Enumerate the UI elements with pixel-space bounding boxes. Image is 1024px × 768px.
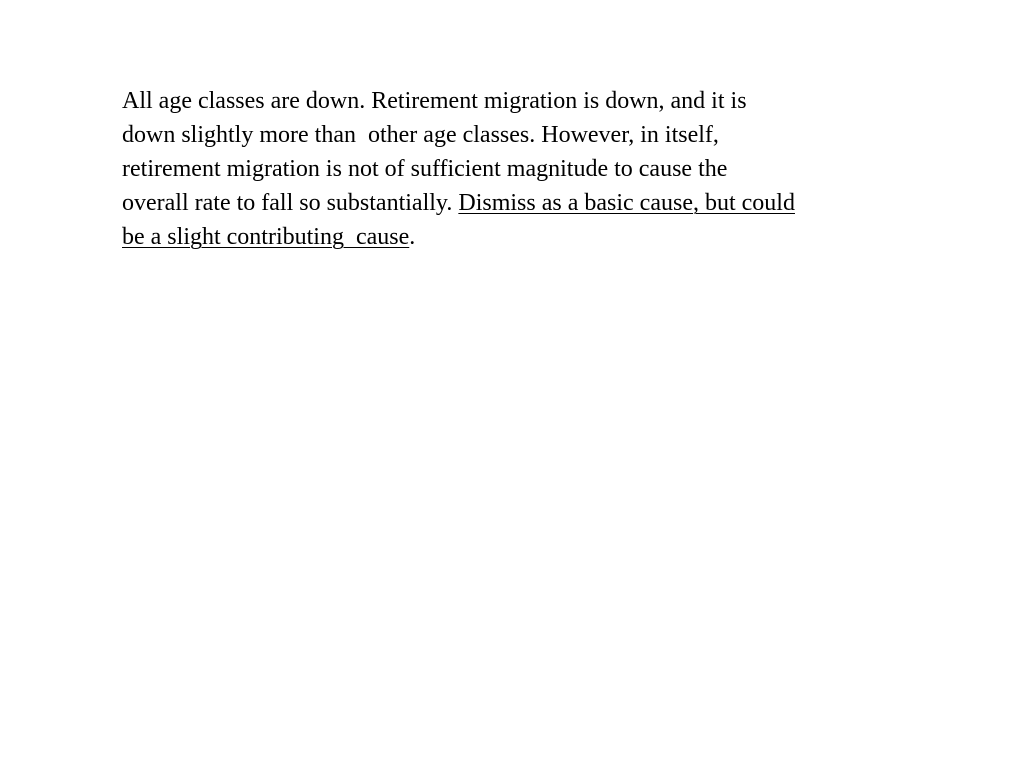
text-line-2 (122, 118, 922, 152)
text-line-2-content: down slightly more than other age classes. However, in itself, (122, 122, 719, 148)
text-line-4-plain: overall rate to fall so substantially. (122, 190, 459, 216)
body-text (122, 84, 922, 254)
text-line-3-content: retirement migration is not of sufficient magnitude to cause the (122, 156, 728, 182)
text-line-1-content: All age classes are down. Retirement migration is down, and it is (122, 88, 747, 114)
text-line-4 (122, 186, 922, 220)
text-line-5 (122, 220, 922, 254)
conclusion-underlined-part-1: Dismiss as a basic cause, but could (458, 190, 795, 216)
text-line-3 (122, 152, 922, 186)
text-line-1 (122, 84, 922, 118)
text-line-5-end: . (409, 224, 416, 250)
conclusion-underlined-part-2: be a slight contributing cause (122, 224, 410, 250)
